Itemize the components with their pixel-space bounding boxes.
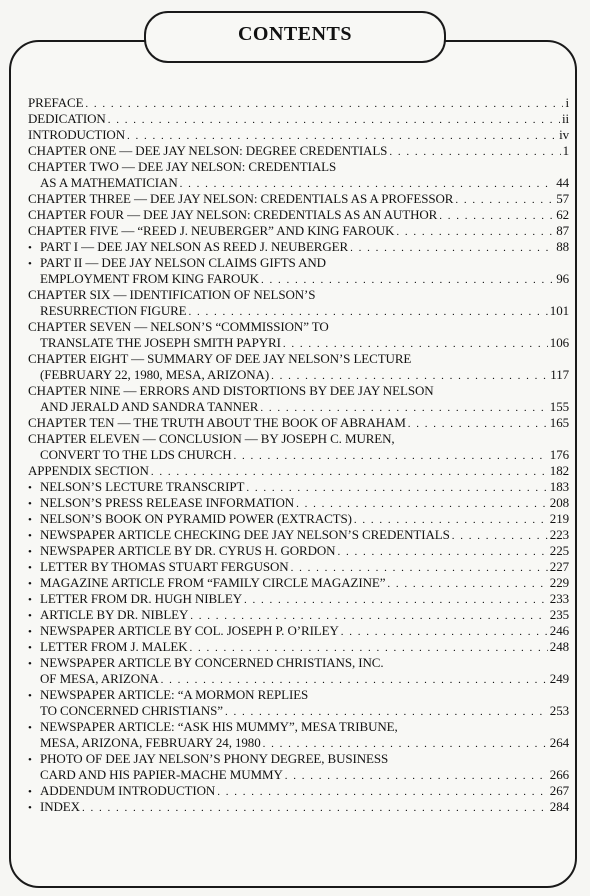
toc-entry-title: ARTICLE BY DR. NIBLEY <box>40 607 189 622</box>
toc-entry-title: PREFACE <box>28 95 84 110</box>
toc-entry-page: 249 <box>549 671 569 686</box>
bullet-icon: • <box>28 594 32 606</box>
toc-entry-page: 44 <box>556 175 569 190</box>
toc-entry-title: NELSON’S PRESS RELEASE INFORMATION <box>40 495 295 510</box>
toc-entry-page: 233 <box>549 591 569 606</box>
toc-entry[interactable] <box>28 623 569 639</box>
toc-entry[interactable] <box>28 319 569 335</box>
toc-entry-page: 246 <box>549 623 569 638</box>
toc-entry[interactable] <box>28 223 569 239</box>
leader-dots <box>246 480 547 496</box>
toc-entry[interactable] <box>28 191 569 207</box>
leader-dots <box>387 576 547 592</box>
toc-entry-continued[interactable] <box>28 703 569 719</box>
bullet-icon: • <box>28 786 32 798</box>
toc-entry-page: 227 <box>549 559 569 574</box>
leader-dots <box>127 128 557 144</box>
toc-entry-title: AS A MATHEMATICIAN <box>40 175 178 190</box>
toc-entry-title: AND JERALD AND SANDRA TANNER <box>40 399 259 414</box>
bullet-icon: • <box>28 626 32 638</box>
toc-entry-page: 182 <box>549 463 569 478</box>
leader-dots <box>296 496 548 512</box>
toc-entry-page: iv <box>559 127 569 142</box>
leader-dots <box>396 224 554 240</box>
bullet-icon: • <box>28 514 32 526</box>
toc-entry-continued[interactable] <box>28 335 569 351</box>
toc-entry-continued[interactable] <box>28 767 569 783</box>
bullet-icon: • <box>28 642 32 654</box>
toc-entry-page: 96 <box>556 271 569 286</box>
toc-entry-page: 183 <box>549 479 569 494</box>
toc-entry[interactable] <box>28 655 569 671</box>
toc-entry-page: 106 <box>549 335 569 350</box>
toc-entry[interactable] <box>28 799 569 815</box>
bullet-icon: • <box>28 754 32 766</box>
leader-dots <box>151 464 548 480</box>
toc-entry-continued[interactable] <box>28 303 569 319</box>
toc-entry-title: (FEBRUARY 22, 1980, MESA, ARIZONA) <box>40 367 270 382</box>
toc-entry-title: NELSON’S LECTURE TRANSCRIPT <box>40 479 245 494</box>
leader-dots <box>455 192 554 208</box>
leader-dots <box>189 304 548 320</box>
leader-dots <box>217 784 548 800</box>
toc-entry-title: MESA, ARIZONA, FEBRUARY 24, 1980 <box>40 735 261 750</box>
toc-entry-page: 117 <box>550 367 569 382</box>
bullet-icon: • <box>28 498 32 510</box>
leader-dots <box>354 512 548 528</box>
toc-entry[interactable] <box>28 591 569 607</box>
toc-entry-title: LETTER FROM J. MALEK <box>40 639 188 654</box>
toc-entry-title: NEWSPAPER ARTICLE BY COL. JOSEPH P. O’RILEY <box>40 623 339 638</box>
toc-entry-title: CHAPTER NINE — ERRORS AND DISTORTIONS BY DEE JAY NELSON <box>28 383 434 398</box>
leader-dots <box>389 144 560 160</box>
bullet-icon: • <box>28 258 32 270</box>
toc-entry-title: TRANSLATE THE JOSEPH SMITH PAPYRI <box>40 335 281 350</box>
toc-entry[interactable] <box>28 607 569 623</box>
leader-dots <box>337 544 547 560</box>
leader-dots <box>82 800 548 816</box>
bullet-icon: • <box>28 546 32 558</box>
toc-entry[interactable] <box>28 559 569 575</box>
toc-entry[interactable] <box>28 479 569 495</box>
toc-entry-page: 266 <box>549 767 569 782</box>
leader-dots <box>291 560 548 576</box>
toc-entry[interactable] <box>28 159 569 175</box>
toc-entry-page: 225 <box>549 543 569 558</box>
toc-entry-title: CHAPTER ELEVEN — CONCLUSION — BY JOSEPH C. MUREN, <box>28 431 395 446</box>
toc-entry-page: 219 <box>549 511 569 526</box>
toc-entry-title: CHAPTER SIX — IDENTIFICATION OF NELSON’S <box>28 287 316 302</box>
toc-entry-page: 229 <box>549 575 569 590</box>
toc-entry-title: NEWSPAPER ARTICLE BY CONCERNED CHRISTIANS, INC. <box>40 655 384 670</box>
toc-entry[interactable] <box>28 95 569 111</box>
page-title: CONTENTS <box>237 23 353 45</box>
toc-entry-title: PART II — DEE JAY NELSON CLAIMS GIFTS AND <box>40 255 326 270</box>
toc-entry[interactable] <box>28 351 569 367</box>
toc-entry[interactable] <box>28 687 569 703</box>
toc-entry-continued[interactable] <box>28 735 569 751</box>
leader-dots <box>190 640 548 656</box>
toc-entry-page: 165 <box>549 415 569 430</box>
toc-entry[interactable] <box>28 431 569 447</box>
toc-entry-page: 223 <box>549 527 569 542</box>
bullet-icon: • <box>28 802 32 814</box>
toc-entry[interactable] <box>28 511 569 527</box>
toc-entry-title: LETTER FROM DR. HUGH NIBLEY <box>40 591 243 606</box>
bullet-icon: • <box>28 578 32 590</box>
toc-entry-title: CHAPTER TWO — DEE JAY NELSON: CREDENTIALS <box>28 159 337 174</box>
toc-entry-title: CHAPTER FOUR — DEE JAY NELSON: CREDENTIALS AS AN AUTHOR <box>28 207 438 222</box>
toc-entry[interactable] <box>28 207 569 223</box>
toc-entry-title: CONVERT TO THE LDS CHURCH <box>40 447 232 462</box>
toc-entry[interactable] <box>28 287 569 303</box>
toc-entry-continued[interactable] <box>28 271 569 287</box>
toc-entry[interactable] <box>28 575 569 591</box>
toc-entry[interactable] <box>28 255 569 271</box>
toc-entry[interactable] <box>28 527 569 543</box>
toc-entry-title: CARD AND HIS PAPIER-MACHE MUMMY <box>40 767 283 782</box>
toc-entry-page: 1 <box>562 143 569 158</box>
toc-entry-page: 208 <box>549 495 569 510</box>
toc-entry-page: 284 <box>549 799 569 814</box>
toc-entry[interactable] <box>28 127 569 143</box>
toc-entry-title: CHAPTER ONE — DEE JAY NELSON: DEGREE CREDENTIALS <box>28 143 388 158</box>
toc-entry-title: NEWSPAPER ARTICLE CHECKING DEE JAY NELSON’S CREDENTIALS <box>40 527 450 542</box>
toc-entry-title: INDEX <box>40 799 80 814</box>
toc-entry-page: 101 <box>549 303 569 318</box>
leader-dots <box>244 592 548 608</box>
leader-dots <box>261 272 554 288</box>
toc-entry-title: DEDICATION <box>28 111 106 126</box>
leader-dots <box>225 704 548 720</box>
toc-entry-page: 235 <box>549 607 569 622</box>
toc-entry-page: 155 <box>549 399 569 414</box>
bullet-icon: • <box>28 562 32 574</box>
bullet-icon: • <box>28 482 32 494</box>
leader-dots <box>190 608 548 624</box>
bullet-icon: • <box>28 610 32 622</box>
toc-entry[interactable] <box>28 543 569 559</box>
toc-entry-title: RESURRECTION FIGURE <box>40 303 187 318</box>
toc-entry-page: 264 <box>549 735 569 750</box>
leader-dots <box>271 368 548 384</box>
toc-entry[interactable] <box>28 751 569 767</box>
bullet-icon: • <box>28 242 32 254</box>
toc-entry-page: 253 <box>549 703 569 718</box>
toc-entry[interactable] <box>28 463 569 479</box>
leader-dots <box>85 96 563 112</box>
toc-entry-page: 57 <box>556 191 569 206</box>
toc-entry-title: OF MESA, ARIZONA <box>40 671 159 686</box>
toc-entry-title: APPENDIX SECTION <box>28 463 149 478</box>
toc-entry-title: CHAPTER SEVEN — NELSON’S “COMMISSION” TO <box>28 319 329 334</box>
toc-entry-title: NEWSPAPER ARTICLE BY DR. CYRUS H. GORDON <box>40 543 336 558</box>
toc-entry-title: LETTER BY THOMAS STUART FERGUSON <box>40 559 289 574</box>
leader-dots <box>180 176 555 192</box>
toc-entry[interactable] <box>28 239 569 255</box>
toc-entry-page: 267 <box>549 783 569 798</box>
toc-entry-title: INTRODUCTION <box>28 127 126 142</box>
toc-entry[interactable] <box>28 783 569 799</box>
toc-entry-title: CHAPTER TEN — THE TRUTH ABOUT THE BOOK OF ABRAHAM <box>28 415 406 430</box>
toc-entry-title: PHOTO OF DEE JAY NELSON’S PHONY DEGREE, BUSINESS <box>40 751 389 766</box>
toc-entry[interactable] <box>28 495 569 511</box>
toc-entry-page: 88 <box>556 239 569 254</box>
leader-dots <box>408 416 548 432</box>
leader-dots <box>341 624 548 640</box>
toc-entry-title: NELSON’S BOOK ON PYRAMID POWER (EXTRACTS) <box>40 511 352 526</box>
toc-entry-title: TO CONCERNED CHRISTIANS” <box>40 703 223 718</box>
toc-entry-title: CHAPTER THREE — DEE JAY NELSON: CREDENTIALS AS A PROFESSOR <box>28 191 454 206</box>
toc-entry-page: 176 <box>549 447 569 462</box>
bullet-icon: • <box>28 722 32 734</box>
leader-dots <box>263 736 548 752</box>
toc-entry-continued[interactable] <box>28 175 569 191</box>
toc-entry[interactable] <box>28 143 569 159</box>
toc-entry[interactable] <box>28 639 569 655</box>
leader-dots <box>452 528 548 544</box>
toc-entry-title: PART I — DEE JAY NELSON AS REED J. NEUBERGER <box>40 239 349 254</box>
bullet-icon: • <box>28 690 32 702</box>
toc-entry-title: CHAPTER FIVE — “REED J. NEUBERGER” AND KING FAROUK <box>28 223 395 238</box>
bullet-icon: • <box>28 530 32 542</box>
toc-entry-title: NEWSPAPER ARTICLE: “A MORMON REPLIES <box>40 687 309 702</box>
toc-entry-continued[interactable] <box>28 671 569 687</box>
toc-entry-page: ii <box>561 111 569 126</box>
toc-entry-continued[interactable] <box>28 399 569 415</box>
toc-entry[interactable] <box>28 415 569 431</box>
toc-entry-continued[interactable] <box>28 367 569 383</box>
table-of-contents <box>28 95 569 815</box>
toc-entry-title: ADDENDUM INTRODUCTION <box>40 783 216 798</box>
toc-entry-title: CHAPTER EIGHT — SUMMARY OF DEE JAY NELSON’S LECTURE <box>28 351 412 366</box>
toc-entry-page: 248 <box>549 639 569 654</box>
toc-entry-title: NEWSPAPER ARTICLE: “ASK HIS MUMMY”, MESA TRIBUNE, <box>40 719 398 734</box>
leader-dots <box>161 672 548 688</box>
toc-entry-page: 87 <box>556 223 569 238</box>
leader-dots <box>108 112 560 128</box>
toc-entry[interactable] <box>28 719 569 735</box>
toc-entry-title: EMPLOYMENT FROM KING FAROUK <box>40 271 259 286</box>
leader-dots <box>285 768 548 784</box>
leader-dots <box>234 448 548 464</box>
leader-dots <box>350 240 554 256</box>
toc-entry[interactable] <box>28 111 569 127</box>
toc-entry-page: i <box>565 95 569 110</box>
toc-entry-title: MAGAZINE ARTICLE FROM “FAMILY CIRCLE MAGAZINE” <box>40 575 386 590</box>
toc-entry[interactable] <box>28 383 569 399</box>
title-tab <box>144 11 446 63</box>
toc-entry-page: 62 <box>556 207 569 222</box>
leader-dots <box>260 400 547 416</box>
leader-dots <box>439 208 554 224</box>
leader-dots <box>283 336 548 352</box>
bullet-icon: • <box>28 658 32 670</box>
toc-entry-continued[interactable] <box>28 447 569 463</box>
